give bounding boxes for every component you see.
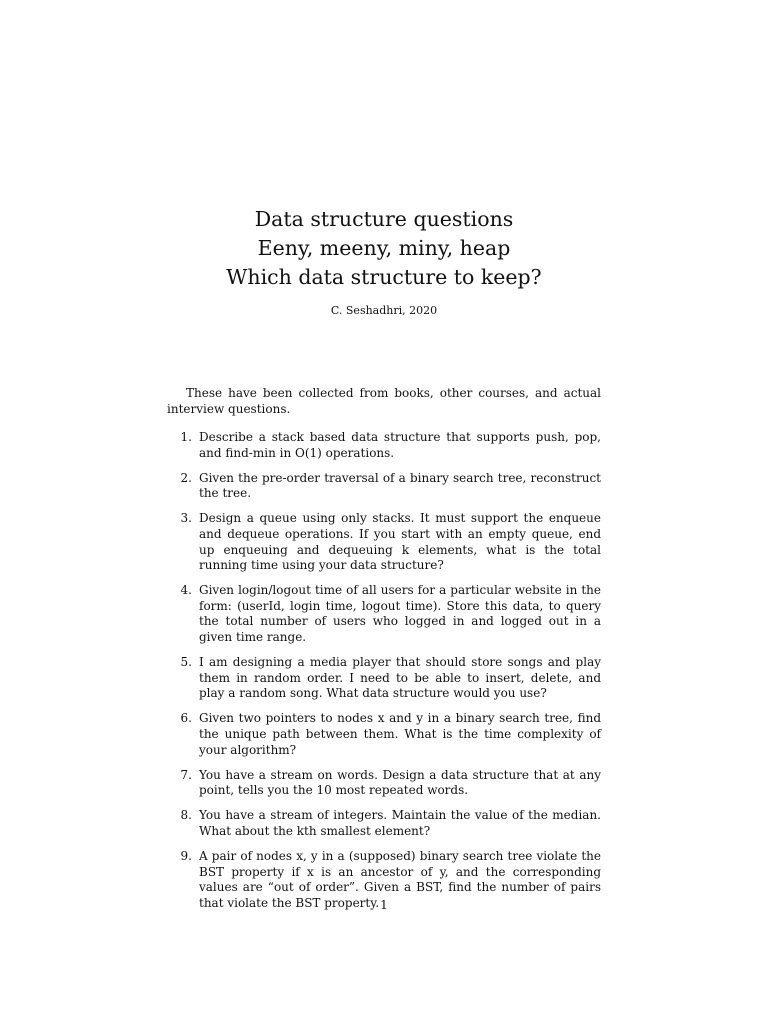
question-item bbox=[167, 655, 601, 702]
question-text: Describe a stack based data structure that supports push, pop, and find-min in O(1) operations. bbox=[199, 430, 601, 460]
question-text: You have a stream of integers. Maintain the value of the median. What about the kth smallest element? bbox=[199, 808, 601, 838]
question-text: You have a stream on words. Design a data structure that at any point, tells you the 10 most repeated words. bbox=[199, 767, 601, 798]
question-number: 8. bbox=[180, 808, 192, 823]
question-number: 9. bbox=[180, 849, 192, 864]
question-item bbox=[167, 711, 601, 758]
page-number: 1 bbox=[380, 898, 388, 912]
title-line-1: Data structure questions bbox=[254, 207, 514, 231]
question-item bbox=[167, 583, 601, 645]
intro-paragraph: These have been collected from books, other courses, and actual interview questions. bbox=[167, 386, 601, 416]
question-text: Given login/logout time of all users for a particular website in the form: (userId, login time, logout time). Store this data, to query the total number of users who logged in and logged out in a given time range. bbox=[199, 583, 601, 645]
question-item bbox=[167, 430, 601, 461]
question-text: A pair of nodes x, y in a (supposed) binary search tree violate the BST property if x is an ancestor of y, and the corresponding values are “out of order”. Given a BST, find the number of pairs that violate the BST property. bbox=[199, 849, 601, 910]
question-text: Given two pointers to nodes x and y in a binary search tree, find the unique path between them. What is the time complexity of your algorithm? bbox=[199, 711, 601, 757]
question-item bbox=[167, 768, 601, 799]
question-item bbox=[167, 808, 601, 839]
question-number: 7. bbox=[180, 767, 192, 782]
question-number: 2. bbox=[180, 470, 192, 485]
question-number: 1. bbox=[180, 430, 192, 444]
question-list bbox=[167, 430, 601, 921]
question-number: 5. bbox=[180, 655, 192, 670]
title-block bbox=[0, 205, 768, 318]
question-number: 4. bbox=[180, 583, 192, 598]
title-line-3: Which data structure to keep? bbox=[226, 265, 542, 289]
author-line: C. Seshadhri, 2020 bbox=[330, 304, 438, 317]
question-text: Design a queue using only stacks. It must support the enqueue and dequeue operations. If you start with an empty queue, end up enqueuing and dequeuing k elements, what is the total running time using your data structure? bbox=[199, 511, 601, 573]
question-item bbox=[167, 471, 601, 502]
question-number: 6. bbox=[180, 711, 192, 726]
question-item bbox=[167, 511, 601, 573]
title-line-2: Eeny, meeny, miny, heap bbox=[257, 236, 511, 260]
question-number: 3. bbox=[180, 511, 192, 526]
question-text: I am designing a media player that should store songs and play them in random order. I need to be able to insert, delete, and play a random song. What data structure would you use? bbox=[199, 655, 601, 701]
question-text: Given the pre-order traversal of a binary search tree, reconstruct the tree. bbox=[199, 470, 601, 501]
